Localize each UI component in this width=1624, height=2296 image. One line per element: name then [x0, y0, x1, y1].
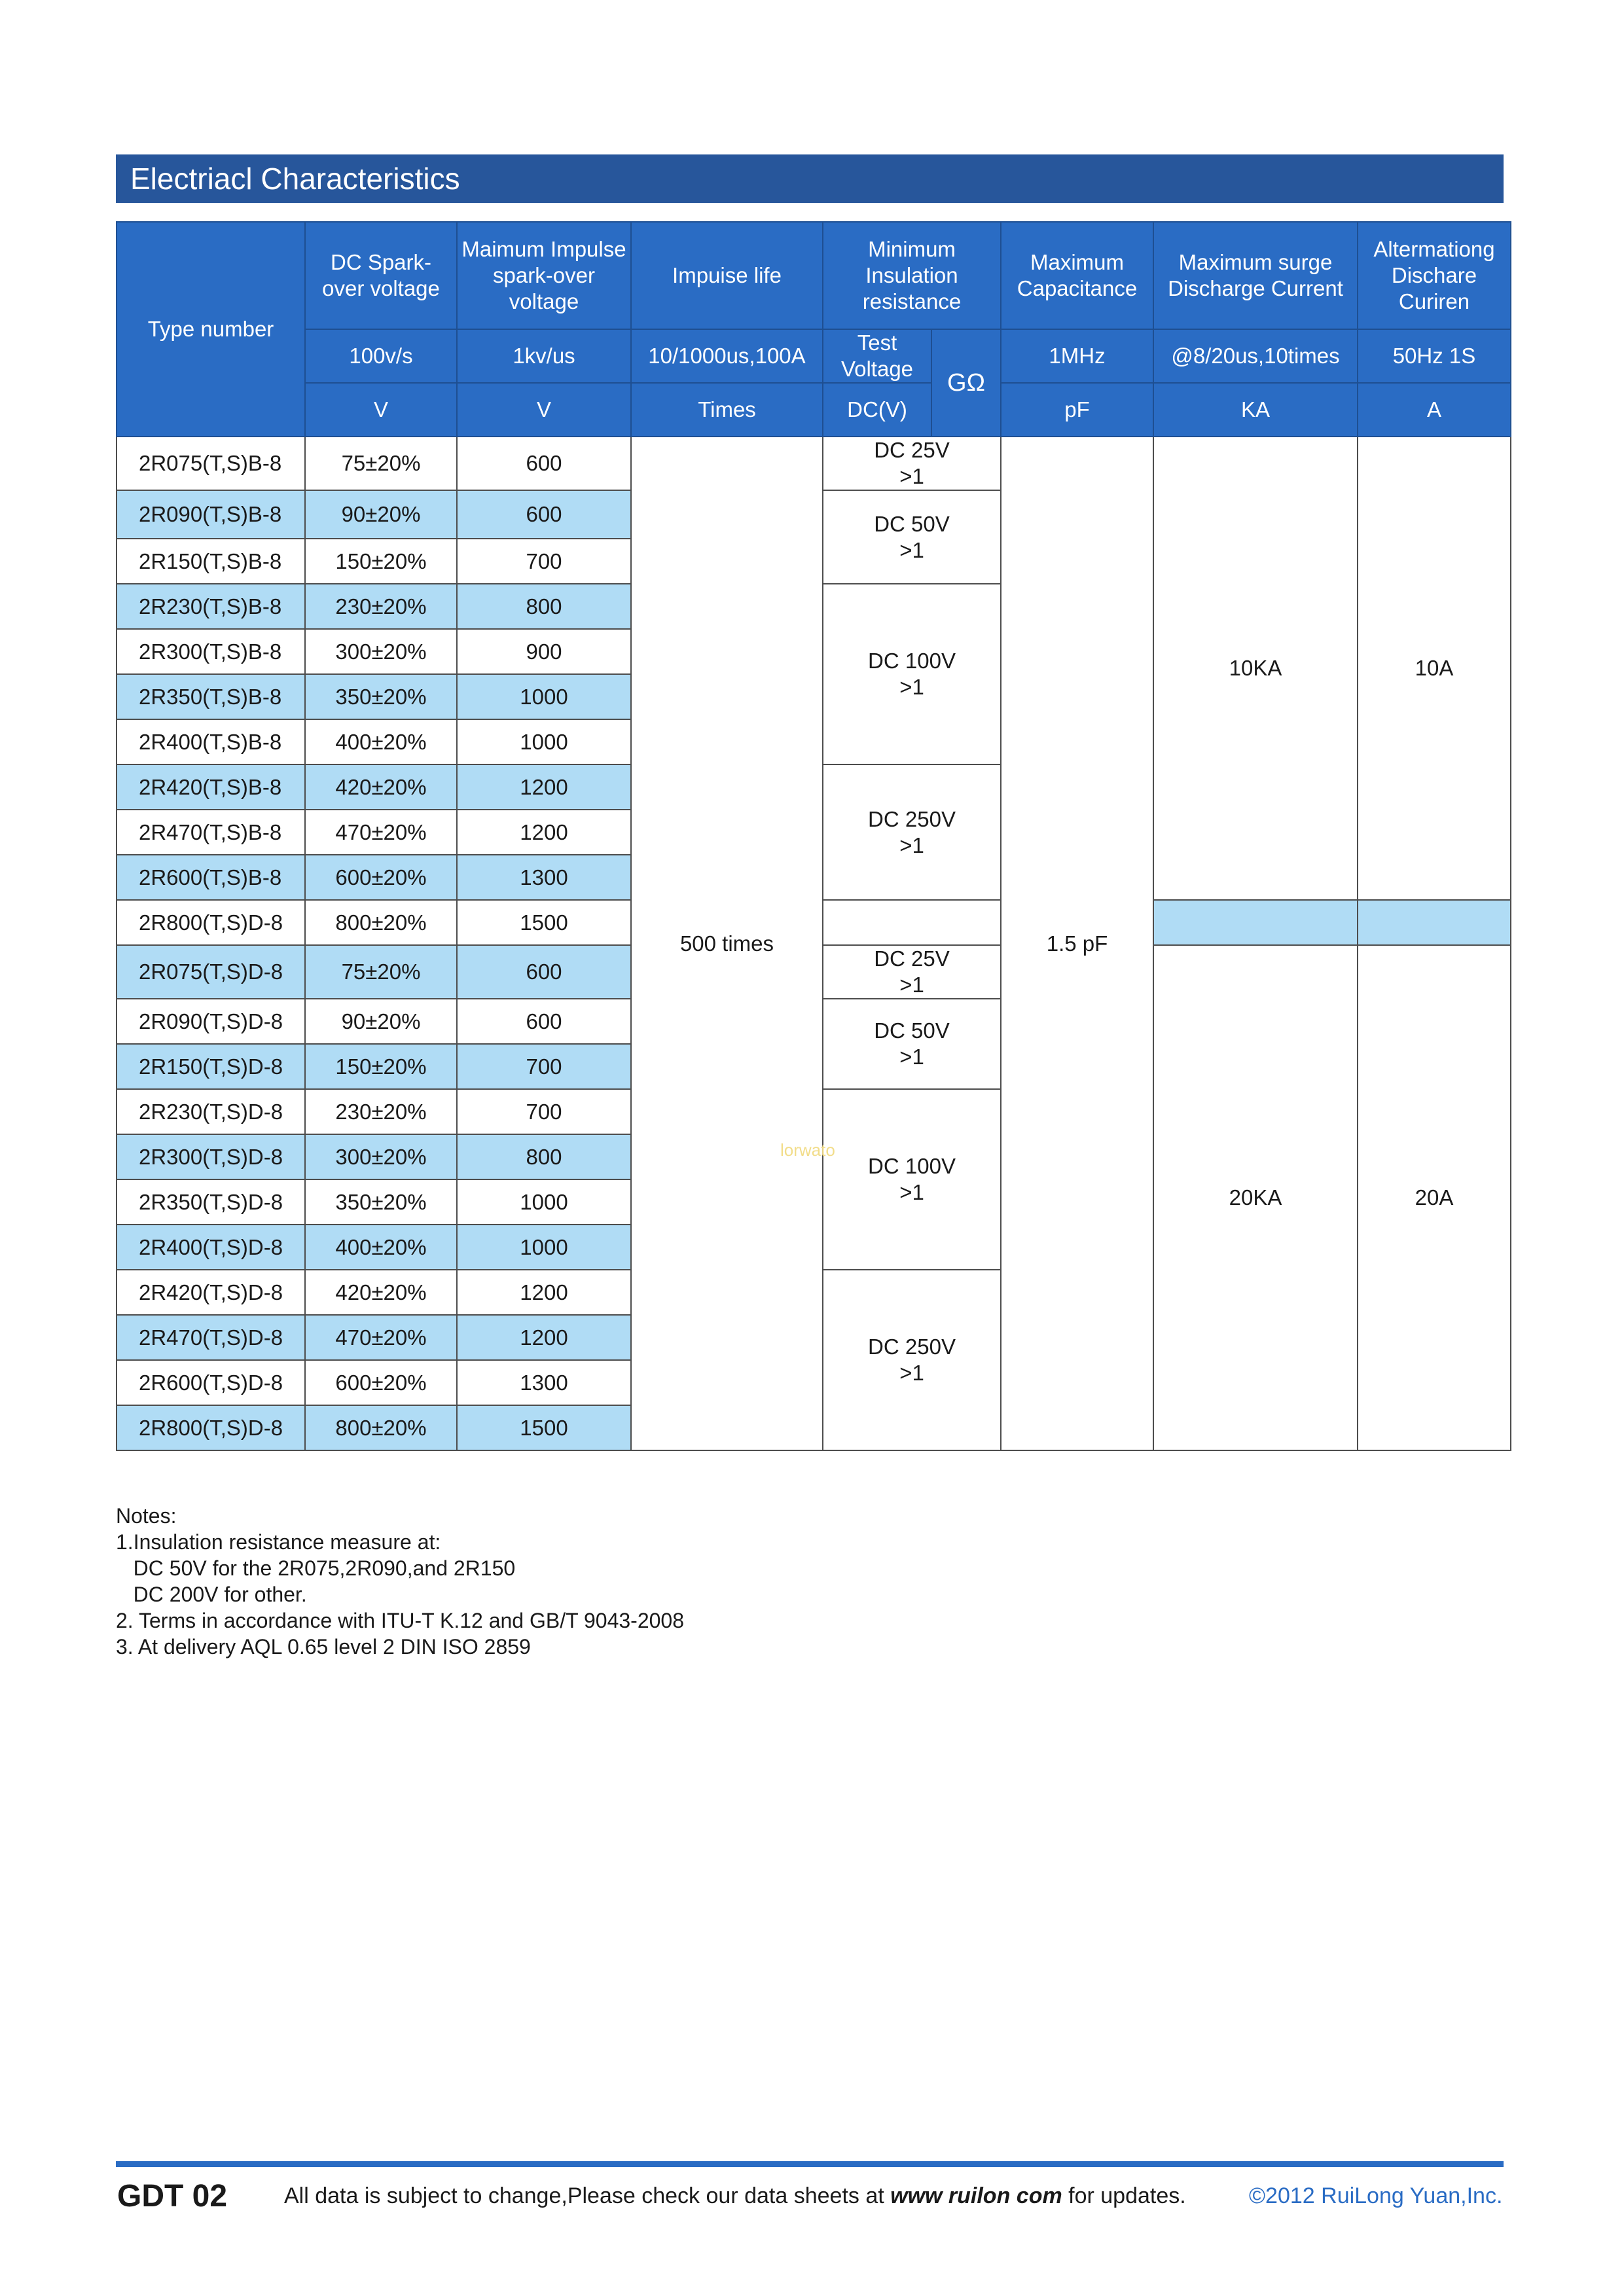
disclaimer-text: All data is subject to change,Please check our data sheets at	[284, 2183, 891, 2208]
impulse-spark-cell: 1500	[457, 1405, 631, 1450]
dc-spark-cell: 300±20%	[305, 1134, 457, 1179]
surge-current-cell-empty	[1153, 900, 1358, 945]
alternating-current-cell: 20A	[1358, 945, 1511, 1450]
impulse-spark-cell: 700	[457, 1044, 631, 1089]
type-number-cell: 2R075(T,S)D-8	[117, 945, 305, 999]
dc-spark-cell: 230±20%	[305, 584, 457, 629]
insulation-cell	[823, 900, 1001, 945]
surge-current-cell: 10KA	[1153, 437, 1358, 900]
type-number-cell: 2R150(T,S)D-8	[117, 1044, 305, 1089]
footer-disclaimer	[284, 2183, 1186, 2209]
dc-spark-cell: 150±20%	[305, 1044, 457, 1089]
dc-spark-cell: 800±20%	[305, 1405, 457, 1450]
test-voltage-label: DC 250V	[868, 1335, 956, 1359]
type-number-cell: 2R400(T,S)B-8	[117, 719, 305, 764]
resistance-value: >1	[899, 973, 924, 997]
impulse-spark-cell: 600	[457, 945, 631, 999]
dc-spark-cell: 400±20%	[305, 1225, 457, 1270]
unit-impulse-spark: V	[457, 383, 631, 437]
test-voltage-label: DC 100V	[868, 1154, 956, 1178]
test-voltage-label: DC 25V	[874, 438, 950, 462]
impulse-spark-cell: 1500	[457, 900, 631, 945]
cond-alternating: 50Hz 1S	[1358, 329, 1511, 383]
impulse-spark-cell: 1200	[457, 764, 631, 810]
resistance-value: >1	[899, 537, 924, 562]
cond-impulse-life: 10/1000us,100A	[631, 329, 823, 383]
type-number-cell: 2R075(T,S)B-8	[117, 437, 305, 490]
dc-spark-cell: 350±20%	[305, 674, 457, 719]
footer-doc-code: GDT 02	[117, 2179, 228, 2214]
dc-spark-cell: 600±20%	[305, 1360, 457, 1405]
alternating-current-cell-empty	[1358, 900, 1511, 945]
impulse-spark-cell: 600	[457, 490, 631, 539]
type-number-cell: 2R090(T,S)D-8	[117, 999, 305, 1044]
header-alternating: Altermationg Dischare Curiren	[1358, 222, 1511, 329]
header-dc-spark: DC Spark-over voltage	[305, 222, 457, 329]
impulse-spark-cell: 1200	[457, 810, 631, 855]
insulation-cell	[823, 764, 1001, 900]
impulse-spark-cell: 1200	[457, 1315, 631, 1360]
disclaimer-text-end: for updates.	[1062, 2183, 1186, 2208]
dc-spark-cell: 150±20%	[305, 539, 457, 584]
insulation-cell	[823, 945, 1001, 999]
unit-test-voltage: DC(V)	[823, 383, 931, 437]
watermark: lorwato	[780, 1140, 835, 1160]
unit-alternating: A	[1358, 383, 1511, 437]
unit-dc-spark: V	[305, 383, 457, 437]
type-number-cell: 2R400(T,S)D-8	[117, 1225, 305, 1270]
resistance-value: >1	[899, 675, 924, 699]
type-number-cell: 2R800(T,S)D-8	[117, 1405, 305, 1450]
insulation-cell	[823, 490, 1001, 584]
type-number-cell: 2R800(T,S)D-8	[117, 900, 305, 945]
resistance-value: >1	[899, 464, 924, 488]
impulse-spark-cell: 1000	[457, 1179, 631, 1225]
impulse-spark-cell: 1000	[457, 719, 631, 764]
impulse-spark-cell: 1200	[457, 1270, 631, 1315]
insulation-cell	[823, 1270, 1001, 1450]
resistance-value: >1	[899, 1361, 924, 1385]
impulse-spark-cell: 700	[457, 1089, 631, 1134]
type-number-cell: 2R350(T,S)D-8	[117, 1179, 305, 1225]
dc-spark-cell: 75±20%	[305, 945, 457, 999]
note-line: 1.Insulation resistance measure at:	[116, 1530, 441, 1554]
cond-surge: @8/20us,10times	[1153, 329, 1358, 383]
test-voltage-label: DC 50V	[874, 1018, 950, 1043]
unit-surge: KA	[1153, 383, 1358, 437]
impulse-spark-cell: 800	[457, 1134, 631, 1179]
disclaimer-url[interactable]: www ruilon com	[890, 2183, 1062, 2208]
dc-spark-cell: 230±20%	[305, 1089, 457, 1134]
cond-capacitance: 1MHz	[1001, 329, 1153, 383]
header-type-number: Type number	[117, 222, 305, 437]
type-number-cell: 2R350(T,S)B-8	[117, 674, 305, 719]
test-voltage-label: DC 50V	[874, 511, 950, 536]
note-line: DC 50V for the 2R075,2R090,and 2R150	[116, 1556, 516, 1580]
dc-spark-cell: 75±20%	[305, 437, 457, 490]
note-line: 2. Terms in accordance with ITU-T K.12 and GB/T 9043-2008	[116, 1609, 684, 1632]
alternating-current-cell: 10A	[1358, 437, 1511, 900]
type-number-cell: 2R230(T,S)D-8	[117, 1089, 305, 1134]
cond-test-voltage: Test Voltage	[823, 329, 931, 383]
type-number-cell: 2R420(T,S)B-8	[117, 764, 305, 810]
dc-spark-cell: 300±20%	[305, 629, 457, 674]
dc-spark-cell: 350±20%	[305, 1179, 457, 1225]
test-voltage-label: DC 100V	[868, 649, 956, 673]
type-number-cell: 2R230(T,S)B-8	[117, 584, 305, 629]
impulse-spark-cell: 1000	[457, 674, 631, 719]
test-voltage-label: DC 250V	[868, 806, 956, 831]
surge-current-cell: 20KA	[1153, 945, 1358, 1450]
resistance-value: >1	[899, 1045, 924, 1069]
dc-spark-cell: 800±20%	[305, 900, 457, 945]
cond-impulse-spark: 1kv/us	[457, 329, 631, 383]
impulse-spark-cell: 600	[457, 999, 631, 1044]
note-line: DC 200V for other.	[116, 1583, 307, 1606]
type-number-cell: 2R600(T,S)D-8	[117, 1360, 305, 1405]
dc-spark-cell: 400±20%	[305, 719, 457, 764]
impulse-spark-cell: 600	[457, 437, 631, 490]
insulation-cell	[823, 584, 1001, 764]
type-number-cell: 2R600(T,S)B-8	[117, 855, 305, 900]
capacitance-cell: 1.5 pF	[1001, 437, 1153, 1450]
footer-divider	[116, 2161, 1504, 2167]
type-number-cell: 2R420(T,S)D-8	[117, 1270, 305, 1315]
dc-spark-cell: 90±20%	[305, 999, 457, 1044]
type-number-cell: 2R090(T,S)B-8	[117, 490, 305, 539]
header-impulse-spark: Maimum Impulse spark-over voltage	[457, 222, 631, 329]
dc-spark-cell: 470±20%	[305, 1315, 457, 1360]
header-surge: Maximum surge Discharge Current	[1153, 222, 1358, 329]
resistance-value: >1	[899, 833, 924, 857]
impulse-spark-cell: 700	[457, 539, 631, 584]
impulse-spark-cell: 1300	[457, 855, 631, 900]
header-insulation: Minimum Insulation resistance	[823, 222, 1001, 329]
insulation-cell	[823, 999, 1001, 1089]
dc-spark-cell: 420±20%	[305, 764, 457, 810]
header-impulse-life: Impuise life	[631, 222, 823, 329]
dc-spark-cell: 90±20%	[305, 490, 457, 539]
note-line: 3. At delivery AQL 0.65 level 2 DIN ISO 2859	[116, 1635, 531, 1659]
type-number-cell: 2R470(T,S)D-8	[117, 1315, 305, 1360]
impulse-spark-cell: 1300	[457, 1360, 631, 1405]
notes-heading: Notes:	[116, 1504, 177, 1528]
dc-spark-cell: 470±20%	[305, 810, 457, 855]
cond-gohm: GΩ	[931, 329, 1001, 437]
header-capacitance: Maximum Capacitance	[1001, 222, 1153, 329]
insulation-cell	[823, 1089, 1001, 1270]
impulse-spark-cell: 900	[457, 629, 631, 674]
electrical-characteristics-table	[116, 221, 1511, 1451]
type-number-cell: 2R300(T,S)B-8	[117, 629, 305, 674]
unit-capacitance: pF	[1001, 383, 1153, 437]
dc-spark-cell: 420±20%	[305, 1270, 457, 1315]
footer-copyright: ©2012 RuiLong Yuan,Inc.	[1249, 2183, 1503, 2208]
type-number-cell: 2R470(T,S)B-8	[117, 810, 305, 855]
test-voltage-label: DC 25V	[874, 946, 950, 971]
unit-impulse-life: Times	[631, 383, 823, 437]
insulation-cell	[823, 437, 1001, 490]
section-title: Electriacl Characteristics	[116, 154, 1504, 203]
type-number-cell: 2R300(T,S)D-8	[117, 1134, 305, 1179]
notes	[116, 1503, 684, 1660]
dc-spark-cell: 600±20%	[305, 855, 457, 900]
impulse-spark-cell: 800	[457, 584, 631, 629]
resistance-value: >1	[899, 1180, 924, 1204]
cond-dc-spark: 100v/s	[305, 329, 457, 383]
impulse-life-cell: 500 times	[631, 437, 823, 1450]
table-row	[117, 437, 1511, 490]
impulse-spark-cell: 1000	[457, 1225, 631, 1270]
type-number-cell: 2R150(T,S)B-8	[117, 539, 305, 584]
